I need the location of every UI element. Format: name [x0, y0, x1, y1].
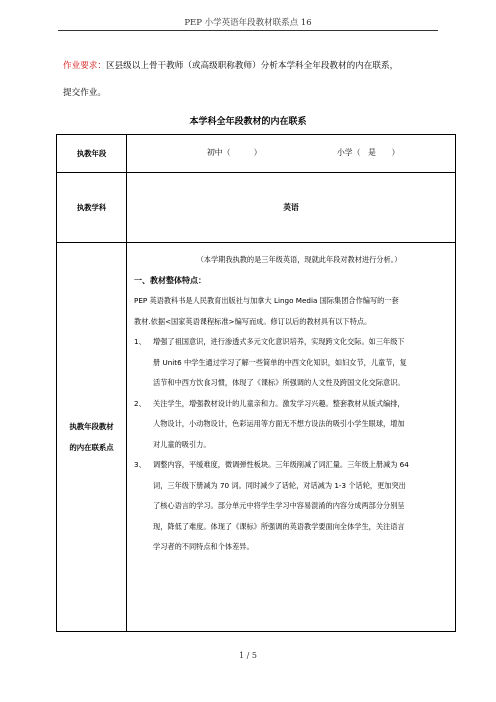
semester-note: （本学期我执教的是三年级英语，现就此年段对教材进行分析。）	[196, 255, 402, 264]
connections-label-line-2: 的内在联系点	[69, 443, 114, 452]
feature-item-number: 3、	[134, 460, 146, 469]
subject-label: 执教学科	[57, 173, 127, 243]
feature-item-line: 词，三年级下册减为 70 词。同时减少了话轮，对话减为 1-3 个话轮，更加突出	[153, 480, 406, 490]
level-label: 执教年段	[57, 135, 127, 173]
feature-item-line: 册 Unit6 中学生通过学习了解一些简单的中西文化知识，如妇女节，儿童节，复	[153, 357, 407, 367]
level-value-cell	[127, 135, 456, 173]
connections-label-line-1: 执教年段教材	[69, 422, 114, 431]
requirement-line-1	[63, 60, 443, 72]
feature-item-3	[134, 455, 464, 558]
requirement-text: 区县级以上骨干教师（或高级职称教师）分析本学科全年段教材的内在联系，	[105, 61, 399, 71]
table-row-subject	[57, 173, 456, 243]
requirement-label: 作业要求：	[63, 61, 106, 71]
feature-item-line: 调整内容，平缓难度，微调弹性板块。三年级削减了词汇量。三年级上册减为 64	[153, 460, 409, 469]
analysis-table	[56, 134, 456, 632]
feature-item-number: 2、	[134, 398, 146, 408]
subject-value: 英语	[127, 173, 456, 243]
feature-item-line: 现，降低了难度。体现了《课标》所强调的英语教学要面向全体学生，关注语言	[153, 521, 405, 531]
feature-item-line: 人物设计，小动物设计，色彩运用等方面无不想方设法的吸引小学生眼球，增加	[153, 419, 405, 428]
header-rule	[58, 30, 438, 31]
feature-item-2	[134, 394, 464, 456]
section-heading: 一、教材整体特点：	[134, 275, 206, 285]
feature-item-line: 对儿童的吸引力。	[153, 439, 211, 449]
level-primary: 小学（ 是 ）	[337, 148, 400, 157]
requirement-line-2: 提交作业。	[63, 88, 106, 98]
feature-item-line: 增强了祖国意识，进行渗透式多元文化意识培养，实现跨文化交际。如三年级下	[153, 337, 405, 346]
connections-content-cell	[127, 243, 456, 632]
intro-line-2: 教材.依据<国家英语课程标准>编写而成。修订以后的教材具有以下特点。	[134, 316, 372, 326]
page-header: PEP 小学英语年段教材联系点 16	[184, 18, 312, 28]
feature-item-line: 学习者的不同特点和个体差异。	[153, 542, 254, 551]
intro-line-1: PEP 英语教科书是人民教育出版社与加拿大 Lingo Media 国际集团合作编写的一套	[134, 296, 399, 305]
feature-item-line: 关注学生，增强教材设计的儿童亲和力。激发学习兴趣。整套教材从版式编排，	[153, 398, 405, 408]
feature-item-line: 了核心语言的学习。部分单元中将学生学习中容易混淆的内容分成两部分分别呈	[153, 501, 405, 510]
connections-content	[134, 250, 464, 558]
document-title: 本学科全年段教材的内在联系	[189, 117, 307, 127]
feature-item-1	[134, 332, 464, 394]
table-row-level	[57, 135, 456, 173]
table-row-connections	[57, 243, 456, 632]
connections-label	[57, 243, 127, 632]
feature-item-number: 1、	[134, 337, 146, 346]
feature-item-line: 活节和中西方饮食习惯，体现了《课标》所强调的人文性及跨国文化交际意识。	[153, 378, 405, 387]
level-junior: 初中（ ）	[207, 148, 262, 157]
page-number: 1 / 5	[239, 651, 257, 660]
